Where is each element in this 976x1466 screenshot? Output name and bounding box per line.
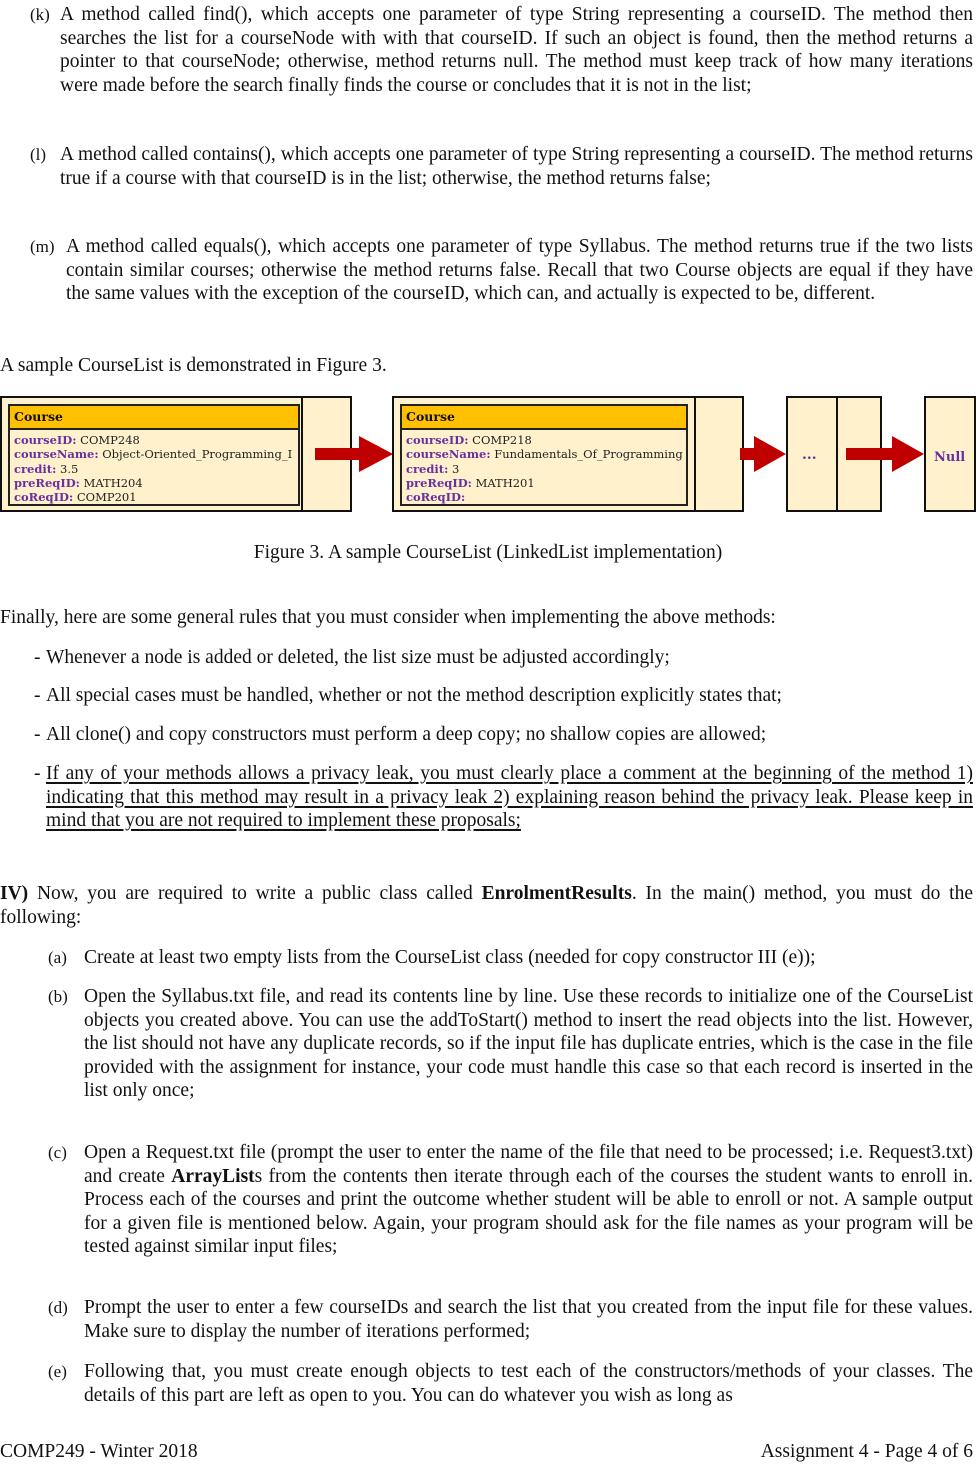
null-node [924, 396, 976, 512]
item-text: A method called find(), which accepts one parameter of type String representing a courseID. The method then searches the list for a courseNode with with that courseID. If such an object is found, then the method returns a pointer to that courseNode; otherwise, method returns null. The method must keep track of how many iterations were made before the search finally finds the course or concludes that it is not in the list; [60, 4, 973, 96]
section-label: IV) [0, 883, 29, 904]
course-header: Course [402, 406, 686, 430]
list-node-2 [392, 396, 744, 512]
ellipsis-label: ... [802, 447, 817, 463]
courselist-figure [0, 396, 976, 514]
figure-caption: Figure 3. A sample CourseList (LinkedList implementation) [253, 542, 723, 563]
next-pointer-arrow-icon [846, 434, 926, 474]
item-text: A method called contains(), which accepts one parameter of type String representing a courseID. The method returns true if a course with that courseID is in the list; otherwise, the method returns false; [60, 144, 973, 189]
null-label: Null [934, 450, 966, 465]
node-divider [301, 398, 303, 510]
footer-page-number: Assignment 4 - Page 4 of 6 [760, 1441, 973, 1462]
course-box-2 [400, 404, 688, 506]
item-label: (l) [30, 145, 47, 164]
footer-course: COMP249 - Winter 2018 [0, 1441, 198, 1462]
next-pointer-arrow-icon [315, 434, 395, 474]
course-header: Course [10, 406, 298, 430]
item-text: A method called equals(), which accepts one parameter of type Syllabus. The method returns true if the two lists contain similar courses; otherwise the method returns false. Recall that two Course objects are equal if they have the same values with the exception of the courseID, which can, and actually is expected to be, different. [66, 236, 973, 304]
course-box-1 [8, 404, 300, 506]
next-pointer-arrow-icon [740, 434, 790, 474]
class-name: EnrolmentResults [481, 883, 632, 904]
item-label: (m) [30, 237, 55, 256]
list-node-1 [0, 396, 352, 512]
item-label: (k) [30, 5, 50, 24]
course-fields: courseID: COMP248 courseName: Object-Oriented_Programming_I credit: 3.5 preReqID: MATH204 coReqID: COMP201 [14, 433, 293, 505]
rules-intro: Finally, here are some general rules that you must consider when implementing the above methods: [0, 607, 776, 628]
node-divider [836, 398, 838, 510]
course-fields: courseID: COMP218 courseName: Fundamentals_Of_Programming credit: 3 preReqID: MATH201 coReqID: [406, 433, 683, 505]
node-divider [694, 398, 696, 510]
part-iv-intro: IV) Now, you are required to write a public class called EnrolmentResults. In the main() method, you must do the following: [0, 883, 973, 928]
figure-intro: A sample CourseList is demonstrated in Figure 3. [0, 355, 387, 376]
